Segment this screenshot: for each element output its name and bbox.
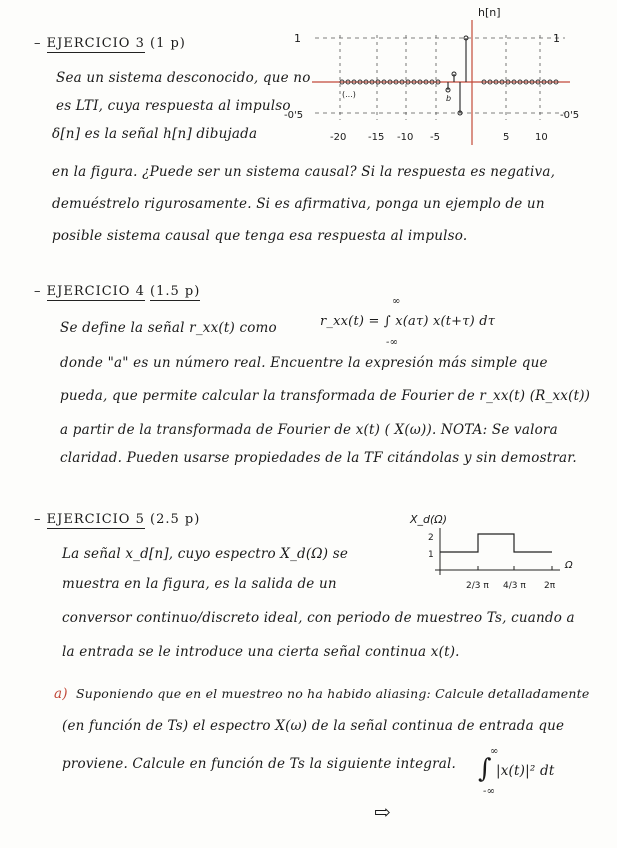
hn-zero-sample: [554, 80, 558, 84]
hn-zero-sample: [436, 80, 440, 84]
hn-zero-sample: [364, 80, 368, 84]
ex4-formula: [320, 314, 495, 329]
ex5-line-1: La señal x_d[n], cuyo espectro X_d(Ω) se: [62, 546, 349, 562]
ex5-part-a-line-2: (en función de Ts) el espectro X(ω) de la señal continua de entrada que: [62, 718, 565, 734]
next-page-arrow: ⇨: [374, 800, 391, 824]
ex4-line-5: claridad. Pueden usarse propiedades de la TF citándolas y sin demostrar.: [60, 450, 577, 466]
ex4-line-1: Se define la señal r_xx(t) como: [60, 320, 277, 336]
ex5-integral-sign: ∫: [478, 754, 492, 784]
ex5-line-4: la entrada se le introduce una cierta señal continua x(t).: [62, 644, 460, 660]
hn-zero-sample: [500, 80, 504, 84]
ex4-line-4: a partir de la transformada de Fourier de x(t) ( X(ω)). NOTA: Se valora: [60, 422, 558, 438]
ex3-title: EJERCICIO 3: [46, 36, 145, 51]
ex5-plot-xvar: Ω: [565, 560, 573, 571]
ex4-line-2: donde "a" es un número real. Encuentre la expresión más simple que: [60, 355, 548, 371]
ex3-plot-xtick: 5: [503, 132, 510, 143]
ex3-plot-y-top-right: 1: [553, 32, 560, 45]
ex3-points: (1 p): [150, 36, 186, 51]
ex4-title: EJERCICIO 4: [46, 284, 145, 299]
ex5-line-2: muestra en la figura, es la salida de un: [62, 576, 337, 592]
ex5-part-a-line-1: Suponiendo que en el muestreo no ha habido aliasing: Calcule detalladamente: [76, 686, 590, 701]
ex5-part-a-line-3: proviene. Calcule en función de Ts la siguiente integral.: [62, 756, 457, 772]
hn-zero-sample: [494, 80, 498, 84]
hn-zero-sample: [536, 80, 540, 84]
ex5-plot-xtick: 4/3 π: [503, 581, 526, 591]
hn-zero-sample: [370, 80, 374, 84]
hn-zero-sample: [352, 80, 356, 84]
ex5-plot-y1: 1: [428, 550, 434, 560]
ex4-heading: – EJERCICIO 4 (1.5 p): [34, 284, 201, 299]
ex4-formula-upper: ∞: [392, 296, 401, 307]
ex5-plot-xtick: 2/3 π: [466, 581, 489, 591]
hn-zero-sample: [512, 80, 516, 84]
hn-zero-sample: [358, 80, 362, 84]
hn-zero-sample: [394, 80, 398, 84]
hn-zero-sample: [388, 80, 392, 84]
ex5-plot-ylabel: X_d(Ω): [410, 513, 448, 526]
hn-zero-sample: [518, 80, 522, 84]
ex4-formula-lower: -∞: [386, 337, 399, 348]
ex3-plot-y-bottom-left: -0'5: [284, 110, 304, 121]
hn-zero-sample: [406, 80, 410, 84]
hn-zero-sample: [548, 80, 552, 84]
ex3-line-6: posible sistema causal que tenga esa respuesta al impulso.: [52, 228, 468, 244]
ex3-plot-y-top-left: 1: [294, 32, 301, 45]
ex5-title: EJERCICIO 5: [46, 512, 145, 527]
svg-text:b: b: [446, 94, 452, 103]
ex3-heading: – EJERCICIO 3 (1 p): [34, 36, 186, 51]
ex5-integral-upper: ∞: [490, 746, 499, 757]
ex3-line-2: es LTI, cuya respuesta al impulso: [56, 98, 291, 114]
ex5-line-3: conversor continuo/discreto ideal, con periodo de muestreo Ts, cuando a: [62, 610, 575, 626]
ex3-line-3: δ[n] es la señal h[n] dibujada: [52, 126, 258, 142]
hn-zero-sample: [530, 80, 534, 84]
ex5-integral: |x(t)|² dt: [496, 763, 555, 779]
hn-zero-sample: [542, 80, 546, 84]
ex5-integral-lower: -∞: [483, 786, 496, 797]
ex3-plot-xtick: 10: [535, 132, 548, 143]
hn-zero-sample: [482, 80, 486, 84]
hn-zero-sample: [340, 80, 344, 84]
hn-zero-sample: [382, 80, 386, 84]
ex3-plot-xtick: -15: [368, 132, 385, 143]
ex3-line-5: demuéstrelo rigurosamente. Si es afirmativa, ponga un ejemplo de un: [52, 196, 545, 212]
hn-zero-sample: [376, 80, 380, 84]
ex5-plot-xtick: 2π: [544, 581, 556, 591]
hn-zero-sample: [418, 80, 422, 84]
ex5-plot-y2: 2: [428, 533, 434, 543]
ex4-formula-text: r_xx(t) = ∫ x(aτ) x(t+τ) dτ: [320, 314, 496, 329]
ex4-line-3: pueda, que permite calcular la transformada de Fourier de r_xx(t) (R_xx(t)): [60, 388, 591, 404]
ex3-plot-ylabel: h[n]: [478, 6, 501, 19]
ex3-line-1: Sea un sistema desconocido, que no: [56, 70, 311, 86]
ex3-plot-dots-label: (...): [342, 90, 356, 99]
hn-zero-sample: [424, 80, 428, 84]
ex3-plot-xtick: -20: [330, 132, 347, 143]
ex5-part-a-label: a): [54, 686, 68, 702]
ex3-line-4: en la figura. ¿Puede ser un sistema causal? Si la respuesta es negativa,: [52, 164, 556, 180]
hn-zero-sample: [400, 80, 404, 84]
ex3-plot-xtick: -10: [397, 132, 414, 143]
ex5-points: (2.5 p): [150, 512, 201, 527]
hn-zero-sample: [430, 80, 434, 84]
ex3-plot-y-bottom-right: -0'5: [560, 110, 580, 121]
hn-zero-sample: [488, 80, 492, 84]
ex4-points: (1.5 p): [150, 284, 201, 299]
hn-zero-sample: [412, 80, 416, 84]
ex3-plot-xtick: -5: [430, 132, 440, 143]
hn-zero-sample: [506, 80, 510, 84]
hn-zero-sample: [524, 80, 528, 84]
ex5-heading: – EJERCICIO 5 (2.5 p): [34, 512, 201, 527]
hn-zero-sample: [346, 80, 350, 84]
